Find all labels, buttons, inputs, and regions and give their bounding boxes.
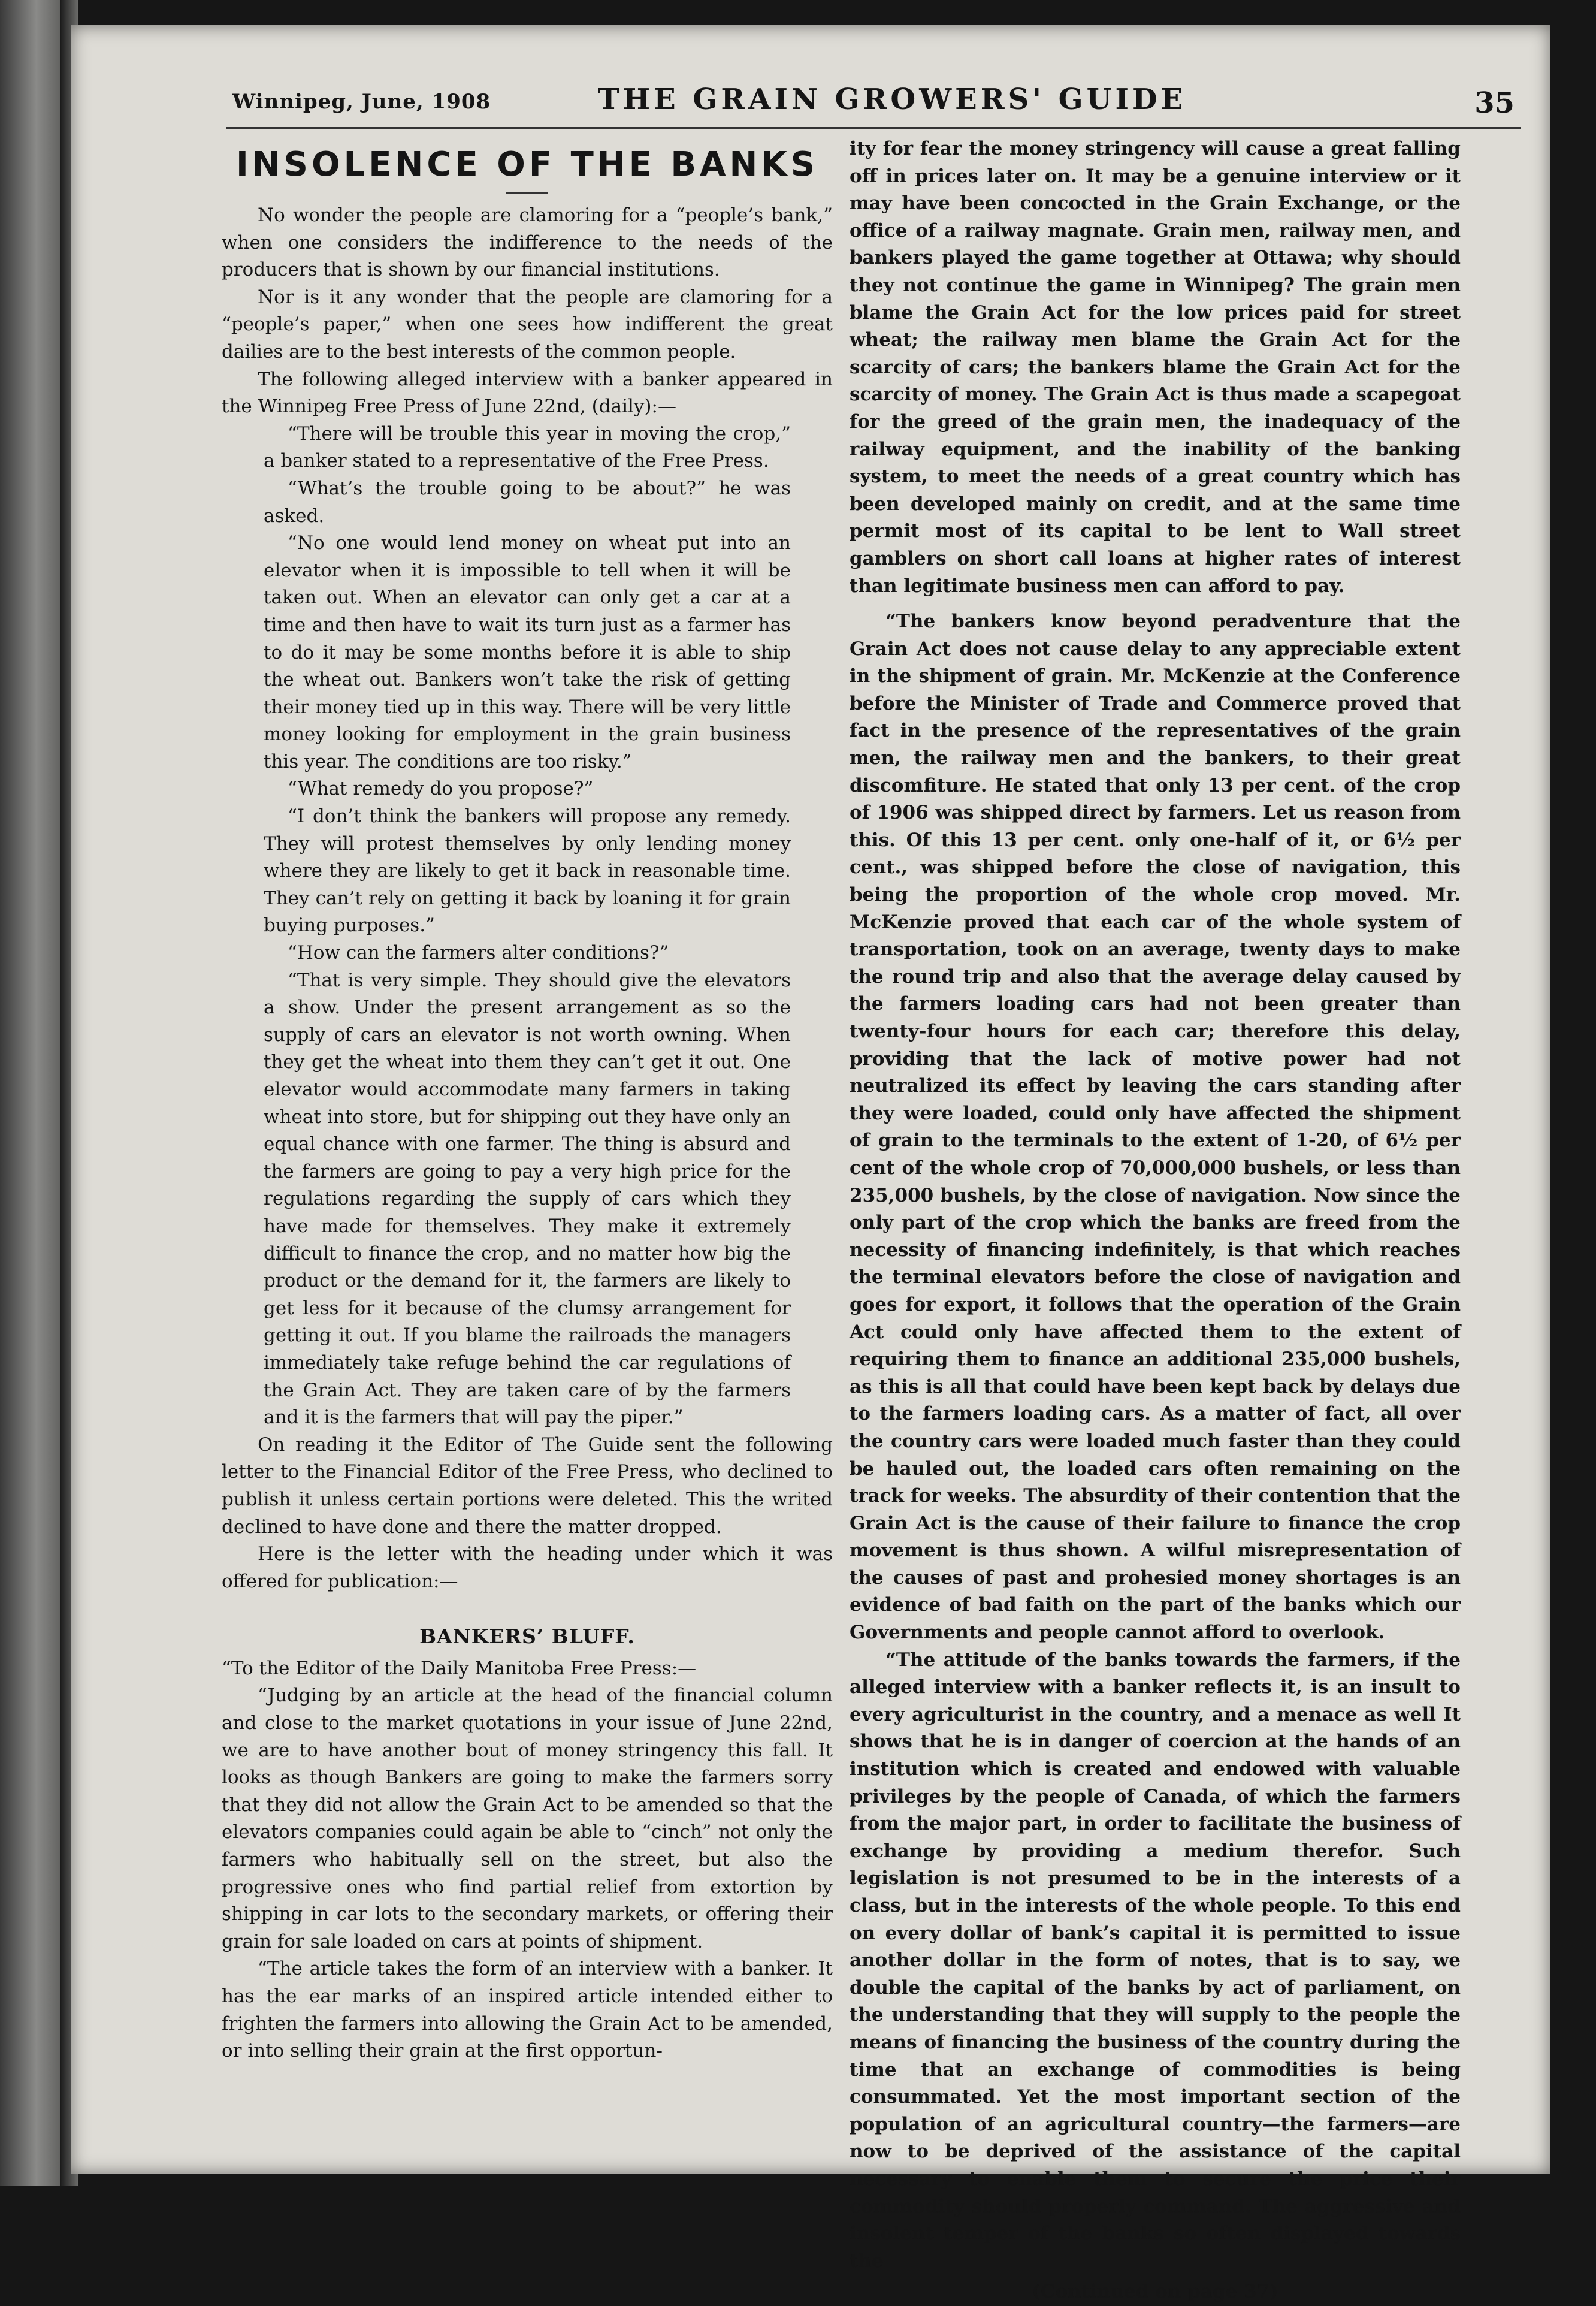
letter-paragraph: “Judging by an article at the head of the financial column and close to the market quotations in your issue of June 22nd, we are to have another bout of money stringency this fall. It looks as though Bankers are going to make the farmers sorry that they did not allow the Grain Act to be amended so that the elevators companies could again be able to “cinch” not only the farmers who habitually sell on the street, but also the progressive ones who find partial relief from extortion by shipping in car lots to the secondary markets, or offering their grain for sale loaded on cars at points of shipment. — [222, 1685, 833, 1952]
header-dateline: Winnipeg, June, 1908 — [232, 90, 491, 114]
letter-salutation: “To the Editor of the Daily Manitoba Free Press:— — [222, 1657, 697, 1679]
intro-paragraph: Nor is it any wonder that the people are clamoring for a “people’s paper,” when one sees how indifferent the great dailies are to the best interests of the common people. — [222, 286, 833, 363]
header-rule — [226, 127, 1521, 129]
title-rule — [506, 192, 548, 194]
intro-paragraph: No wonder the people are clamoring for a “people’s bank,” when one considers the indifference to the needs of the producers that is shown by our financial institutions. — [222, 204, 833, 281]
header-page-number: 35 — [1474, 86, 1515, 120]
letter-paragraph: “The article takes the form of an interview with a banker. It has the ear marks of an inspired article intended either to frighten the farmers into allowing the Grain Act to be amended, or into selling their grain at the first opportun- — [222, 1958, 833, 2062]
interview-quote: “How can the farmers alter conditions?” — [288, 942, 669, 964]
interview-quote: “There will be trouble this year in moving the crop,” a banker stated to a representative of the Free Press. — [264, 422, 791, 472]
interview-quote: “I don’t think the bankers will propose any remedy. They will protest themselves by only lending money where they are likely to get it back in reasonable time. They can’t rely on getting it back by loaning it for grain buying purposes.” — [264, 805, 791, 937]
previous-page-edge — [0, 0, 66, 2186]
page-header — [71, 61, 1550, 133]
body-paragraph: On reading it the Editor of The Guide sent the following letter to the Financial Editor of the Free Press, who declined to publish it unless certain portions were deleted. This the writed declined to have done and there the matter dropped. — [222, 1433, 833, 1538]
newspaper-page — [71, 25, 1550, 2303]
interview-quote: “What’s the trouble going to be about?” he was asked. — [264, 477, 791, 527]
letter-paragraph: “The bankers know beyond peradventure that the Grain Act does not cause delay to any appreciable extent in the shipment of grain. Mr. McKenzie at the Conference before the Minister of Trade and Commerce proved that fact in the presence of the representatives of the grain men, the railway men and the bankers, to their great discomfiture. He stated that only 13 per cent. of the crop of 1906 was shipped direct by farmers. Let us reason from this. Of this 13 per cent. only one-half of it, or 6½ per cent., was shipped before the close of navigation, this being the proportion of the whole crop moved. Mr. McKenzie proved that each car of the whole system of transportation, took on an average, twenty days to make the round trip and also that the average delay caused by the farmers loading cars had not been greater than twenty-four hours for each car; therefore this delay, providing that the lack of motive power had not neutralized its effect by leaving the cars standing after they were loaded, could only have affected the shipment of grain to the terminals to the extent of 1-20, of 6½ per cent of the whole crop of 70,000,000 bushels, or less than 235,000 bushels, by the close of navigation. Now since the only part of the crop which the banks are freed from the necessity of financing indefinitely, is that which reaches the terminal elevators before the close of navigation and goes for export, it follows that the operation of the Grain Act could only have affected them to the extent of requiring them to finance an additional 235,000 bushels, as this is all that could have been kept back by delays due to the farmers loading cars. As a matter of fact, all over the country cars were loaded much faster than they could be hauled out, the loaded cars often remaining on the track for weeks. The absurdity of their contention that the Grain Act is the cause of their failure to finance the crop movement is thus shown. A wilful misrepresentation of the causes of past and prohesied money shortages is an evidence of bad faith on the part of the banks which our Governments and people cannot afford to overlook. — [850, 611, 1461, 1644]
header-publication-title: THE GRAIN GROWERS' GUIDE — [598, 83, 1187, 116]
article-title: INSOLENCE OF THE BANKS — [235, 145, 819, 184]
continued-notice: (Continued on page 37) — [1032, 2281, 1278, 2303]
body-paragraph: Here is the letter with the heading under which it was offered for publication:— — [222, 1543, 833, 1592]
left-column — [222, 145, 833, 2065]
interview-quote: “What remedy do you propose?” — [288, 778, 594, 800]
letter-paragraph: “The attitude of the banks towards the farmers, if the alleged interview with a banker reflects it, is an insult to every agriculturist in the country, and a menace as well It shows that he is in danger of coercion at the hands of an institution which is created and endowed with valuable privileges by the people of Canada, of which the farmers from the major part, in order to facilitate the business of exchange by providing a medium therefor. Such legislation is not presumed to be in the interests of a class, but in the interests of the whole people. To this end on every dollar of bank’s capital it is permitted to issue another dollar in the form of notes, that is to say, we double the capital of the banks by act of parliament, on the understanding that they will supply to the people the means of financing the business of the country during the time that an exchange of commodities is being consummated. Yet the most important section of the population of an agricultural country—the farmers—are now to be deprived of the assistance of the capital necessary to enable them to secure the price their commodity should properly command. The aggressive and insolent temper of the banks so often displayed towards the — [850, 1649, 1461, 2272]
interview-quote: “That is very simple. They should give the elevators a show. Under the present arrangement as so the supply of cars an elevator is not worth owning. When they get the wheat into them they can’t get it out. One elevator would accommodate many farmers in taking wheat into store, but for shipping out they have only an equal chance with one farmer. The thing is absurd and the farmers are going to pay a very high price for the regulations regarding the supply of cars which they have made for themselves. They make it extremely difficult to finance the crop, and no matter how big the product or the demand for it, the farmers are likely to get less for it because of the clumsy arrangement for getting it out. If you blame the railroads the managers immediately take refuge behind the car regulations of the Grain Act. They are taken care of by the farmers and it is the farmers that will pay the piper.” — [264, 969, 791, 1429]
intro-paragraph: The following alleged interview with a banker appeared in the Winnipeg Free Press of June 22nd, (daily):— — [222, 368, 833, 418]
letter-heading: BANKERS’ BLUFF. — [419, 1625, 635, 1649]
letter-continuation: ity for fear the money stringency will cause a great falling off in prices later on. It may be a genuine interview or it may have been concocted in the Grain Exchange, or the office of a railway magnate. Grain men, railway men, and bankers played the game together at Ottawa; why should they not continue the game in Winnipeg? The grain men blame the Grain Act for the low prices paid for street wheat; the railway men blame the Grain Act for the scarcity of cars; the bankers blame the Grain Act for the scarcity of money. The Grain Act is thus made a scapegoat for the greed of the grain men, the inadequacy of the railway equipment, and the inability of the banking system, to meet the needs of a great country which has been developed mainly on credit, and at the same time permit most of its capital to be lent to Wall street gamblers on short call loans at higher rates of interest than legitimate business men can afford to pay. — [850, 138, 1461, 597]
right-column — [850, 135, 1461, 2306]
interview-quote: “No one would lend money on wheat put into an elevator when it is impossible to tell when it will be taken out. When an elevator can only get a car at a time and then have to wait its turn just as a farmer has to do it may be some months before it is able to ship the wheat out. Bankers won’t take the risk of getting their money tied up in this way. There will be very little money looking for employment in the grain business this year. The conditions are too risky.” — [264, 532, 791, 772]
